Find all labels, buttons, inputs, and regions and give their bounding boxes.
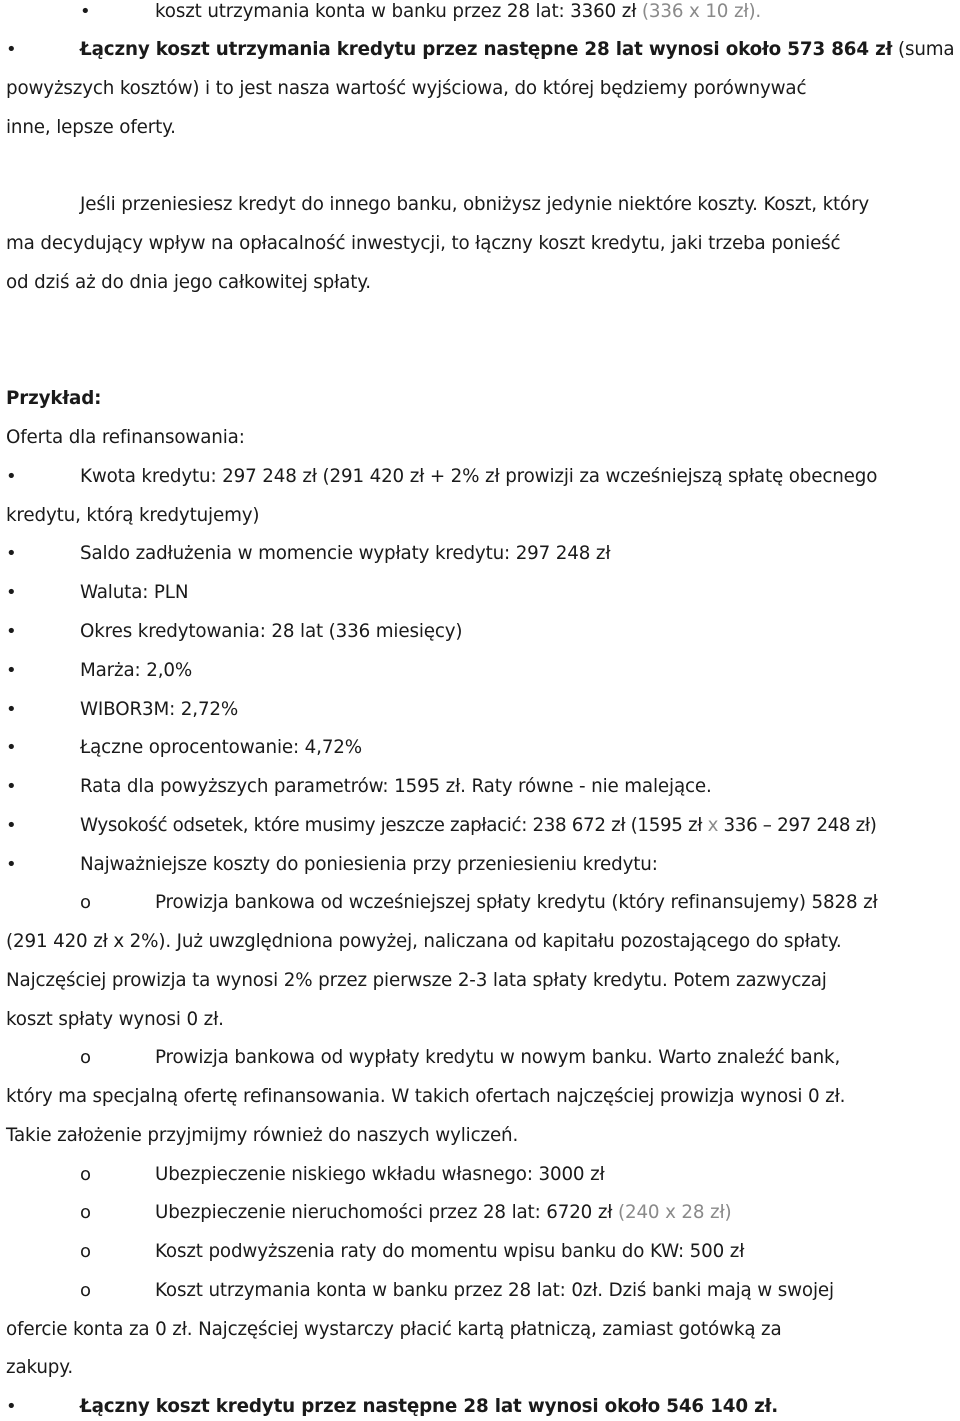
bullet: • bbox=[6, 1396, 17, 1417]
summary-total: Łączny koszt kredytu przez następne 28 lat wynosi około 546 140 zł. bbox=[80, 1396, 779, 1417]
bullet: • bbox=[6, 621, 17, 642]
cost-1-line-1: Prowizja bankowa od wcześniejszej spłaty kredytu (który refinansujemy) 5828 zł bbox=[155, 892, 878, 913]
bullet: • bbox=[6, 39, 17, 60]
paragraph-line-1: Jeśli przeniesiesz kredyt do innego banku, obniżysz jedynie niektóre koszty. Koszt, który bbox=[80, 194, 870, 215]
cost-5: Koszt podwyższenia raty do momentu wpisu banku do KW: 500 zł bbox=[155, 1241, 745, 1262]
sub-bullet: o bbox=[80, 1202, 92, 1223]
bullet: • bbox=[6, 854, 17, 875]
oprocentowanie-item: Łączne oprocentowanie: 4,72% bbox=[80, 737, 363, 758]
cost-2-line-1: Prowizja bankowa od wypłaty kredytu w nowym banku. Warto znaleźć bank, bbox=[155, 1047, 841, 1068]
paragraph-line-3: od dziś aż do dnia jego całkowitej spłaty. bbox=[6, 272, 371, 293]
cost-4: Ubezpieczenie nieruchomości przez 28 lat: 6720 zł (240 x 28 zł) bbox=[155, 1202, 732, 1223]
example-heading: Przykład: bbox=[6, 388, 102, 409]
bullet: • bbox=[6, 776, 17, 797]
sub-bullet: o bbox=[80, 892, 92, 913]
bullet: • bbox=[6, 543, 17, 564]
paragraph-line-2: ma decydujący wpływ na opłacalność inwestycji, to łączny koszt kredytu, jaki trzeba ponieść bbox=[6, 233, 841, 254]
najwazniejsze-item: Najważniejsze koszty do poniesienia przy przeniesieniu kredytu: bbox=[80, 854, 658, 875]
bullet: • bbox=[6, 660, 17, 681]
bullet: • bbox=[6, 582, 17, 603]
rata-item: Rata dla powyższych parametrów: 1595 zł. Raty równe - nie malejące. bbox=[80, 776, 712, 797]
cost-1-line-3: Najczęściej prowizja ta wynosi 2% przez pierwsze 2-3 lata spłaty kredytu. Potem zazwyczaj bbox=[6, 970, 827, 991]
cost-1-line-4: koszt spłaty wynosi 0 zł. bbox=[6, 1009, 224, 1030]
intro-line-3: powyższych kosztów) i to jest nasza wartość wyjściowa, do której będziemy porównywać bbox=[6, 78, 807, 99]
okres-item: Okres kredytowania: 28 lat (336 miesięcy) bbox=[80, 621, 463, 642]
bullet: • bbox=[6, 815, 17, 836]
kwota-line-1: Kwota kredytu: 297 248 zł (291 420 zł + 2% zł prowizji za wcześniejszą spłatę obecnego bbox=[80, 466, 878, 487]
wibor-item: WIBOR3M: 2,72% bbox=[80, 699, 239, 720]
bullet: • bbox=[6, 466, 17, 487]
cost-6-line-3: zakupy. bbox=[6, 1357, 73, 1378]
saldo-item: Saldo zadłużenia w momencie wypłaty kredytu: 297 248 zł bbox=[80, 543, 611, 564]
cost-1-line-2: (291 420 zł x 2%). Już uwzględniona powyżej, naliczana od kapitału pozostającego do spłaty. bbox=[6, 931, 842, 952]
cost-3: Ubezpieczenie niskiego wkładu własnego: 3000 zł bbox=[155, 1164, 605, 1185]
bullet: • bbox=[6, 737, 17, 758]
bullet: • bbox=[6, 699, 17, 720]
sub-bullet: o bbox=[80, 1164, 92, 1185]
sub-bullet: o bbox=[80, 1241, 92, 1262]
sub-bullet: o bbox=[80, 1047, 92, 1068]
intro-line-1: koszt utrzymania konta w banku przez 28 lat: 3360 zł (336 x 10 zł). bbox=[155, 1, 762, 22]
kwota-line-2: kredytu, którą kredytujemy) bbox=[6, 505, 260, 526]
sub-bullet: o bbox=[80, 1280, 92, 1301]
cost-6-line-1: Koszt utrzymania konta w banku przez 28 lat: 0zł. Dziś banki mają w swojej bbox=[155, 1280, 834, 1301]
cost-2-line-3: Takie założenie przyjmijmy również do naszych wyliczeń. bbox=[6, 1125, 519, 1146]
cost-2-line-2: który ma specjalną ofertę refinansowania. W takich ofertach najczęściej prowizja wynosi 0 zł. bbox=[6, 1086, 846, 1107]
cost-6-line-2: ofercie konta za 0 zł. Najczęściej wystarczy płacić kartą płatniczą, zamiast gotówką za bbox=[6, 1319, 782, 1340]
example-subheading: Oferta dla refinansowania: bbox=[6, 427, 245, 448]
odsetki-item: Wysokość odsetek, które musimy jeszcze zapłacić: 238 672 zł (1595 zł x 336 – 297 248 zł) bbox=[80, 815, 877, 836]
marza-item: Marża: 2,0% bbox=[80, 660, 193, 681]
bullet: • bbox=[80, 1, 91, 22]
intro-line-2: Łączny koszt utrzymania kredytu przez następne 28 lat wynosi około 573 864 zł (suma bbox=[80, 39, 955, 60]
waluta-item: Waluta: PLN bbox=[80, 582, 189, 603]
intro-line-4: inne, lepsze oferty. bbox=[6, 117, 176, 138]
